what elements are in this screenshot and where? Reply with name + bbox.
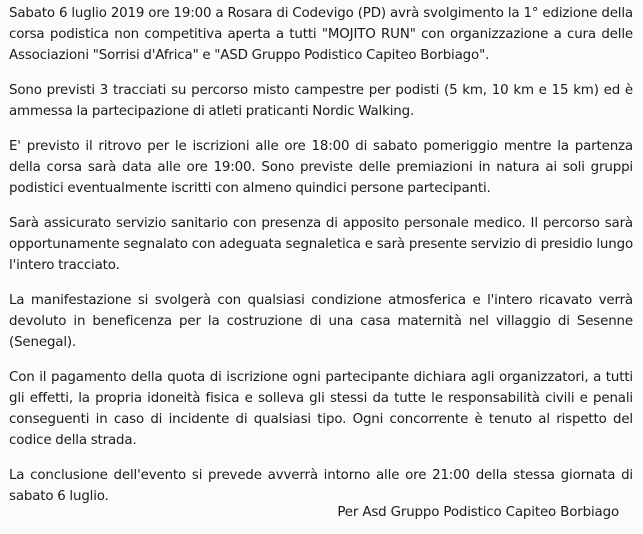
- paragraph-charity: La manifestazione si svolgerà con qualsiasi condizione atmosferica e l'intero ricavato verrà devoluto in beneficenza per la costruzione di una casa maternità nel villaggio di Sesenne (Senegal).: [9, 293, 633, 350]
- paragraph-event-intro: Sabato 6 luglio 2019 ore 19:00 a Rosara di Codevigo (PD) avrà svolgimento la 1° edizione della corsa podistica non competitiva aperta a tutti "MOJITO RUN" con organizzazione a cura delle Associazioni "Sorrisi d'Africa" e "ASD Gruppo Podistico Capiteo Borbiago".: [9, 6, 633, 63]
- paragraph-conclusion: La conclusione dell'evento si prevede avverrà intorno alle ore 21:00 della stessa giornata di sabato 6 luglio.: [9, 468, 633, 504]
- paragraph-medical-service: Sarà assicurato servizio sanitario con presenza di apposito personale medico. Il percorso sarà opportunamente segnalato con adeguata segnaletica e sarà presente servizio di presidio lungo l'intero tracciato.: [9, 216, 633, 273]
- paragraph-schedule: E' previsto il ritrovo per le iscrizioni alle ore 18:00 di sabato pomeriggio mentre la partenza della corsa sarà data alle ore 19:00. Sono previste delle premiazioni in natura ai soli gruppi podistici eventualmente iscritti con almeno quindici persone partecipanti.: [9, 139, 633, 196]
- paragraph-routes: Sono previsti 3 tracciati su percorso misto campestre per podisti (5 km, 10 km e 15 km) ed è ammessa la partecipazione di atleti praticanti Nordic Walking.: [9, 83, 633, 119]
- signature-line: Per Asd Gruppo Podistico Capiteo Borbiago: [337, 505, 619, 520]
- paragraph-liability: Con il pagamento della quota di iscrizione ogni partecipante dichiara agli organizzatori, a tutti gli effetti, la propria idoneità fisica e solleva gli stessi da tutte le responsabilità civili e penali conseguenti in caso di incidente di qualsiasi tipo. Ogni concorrente è tenuto al rispetto del codice della strada.: [9, 370, 633, 448]
